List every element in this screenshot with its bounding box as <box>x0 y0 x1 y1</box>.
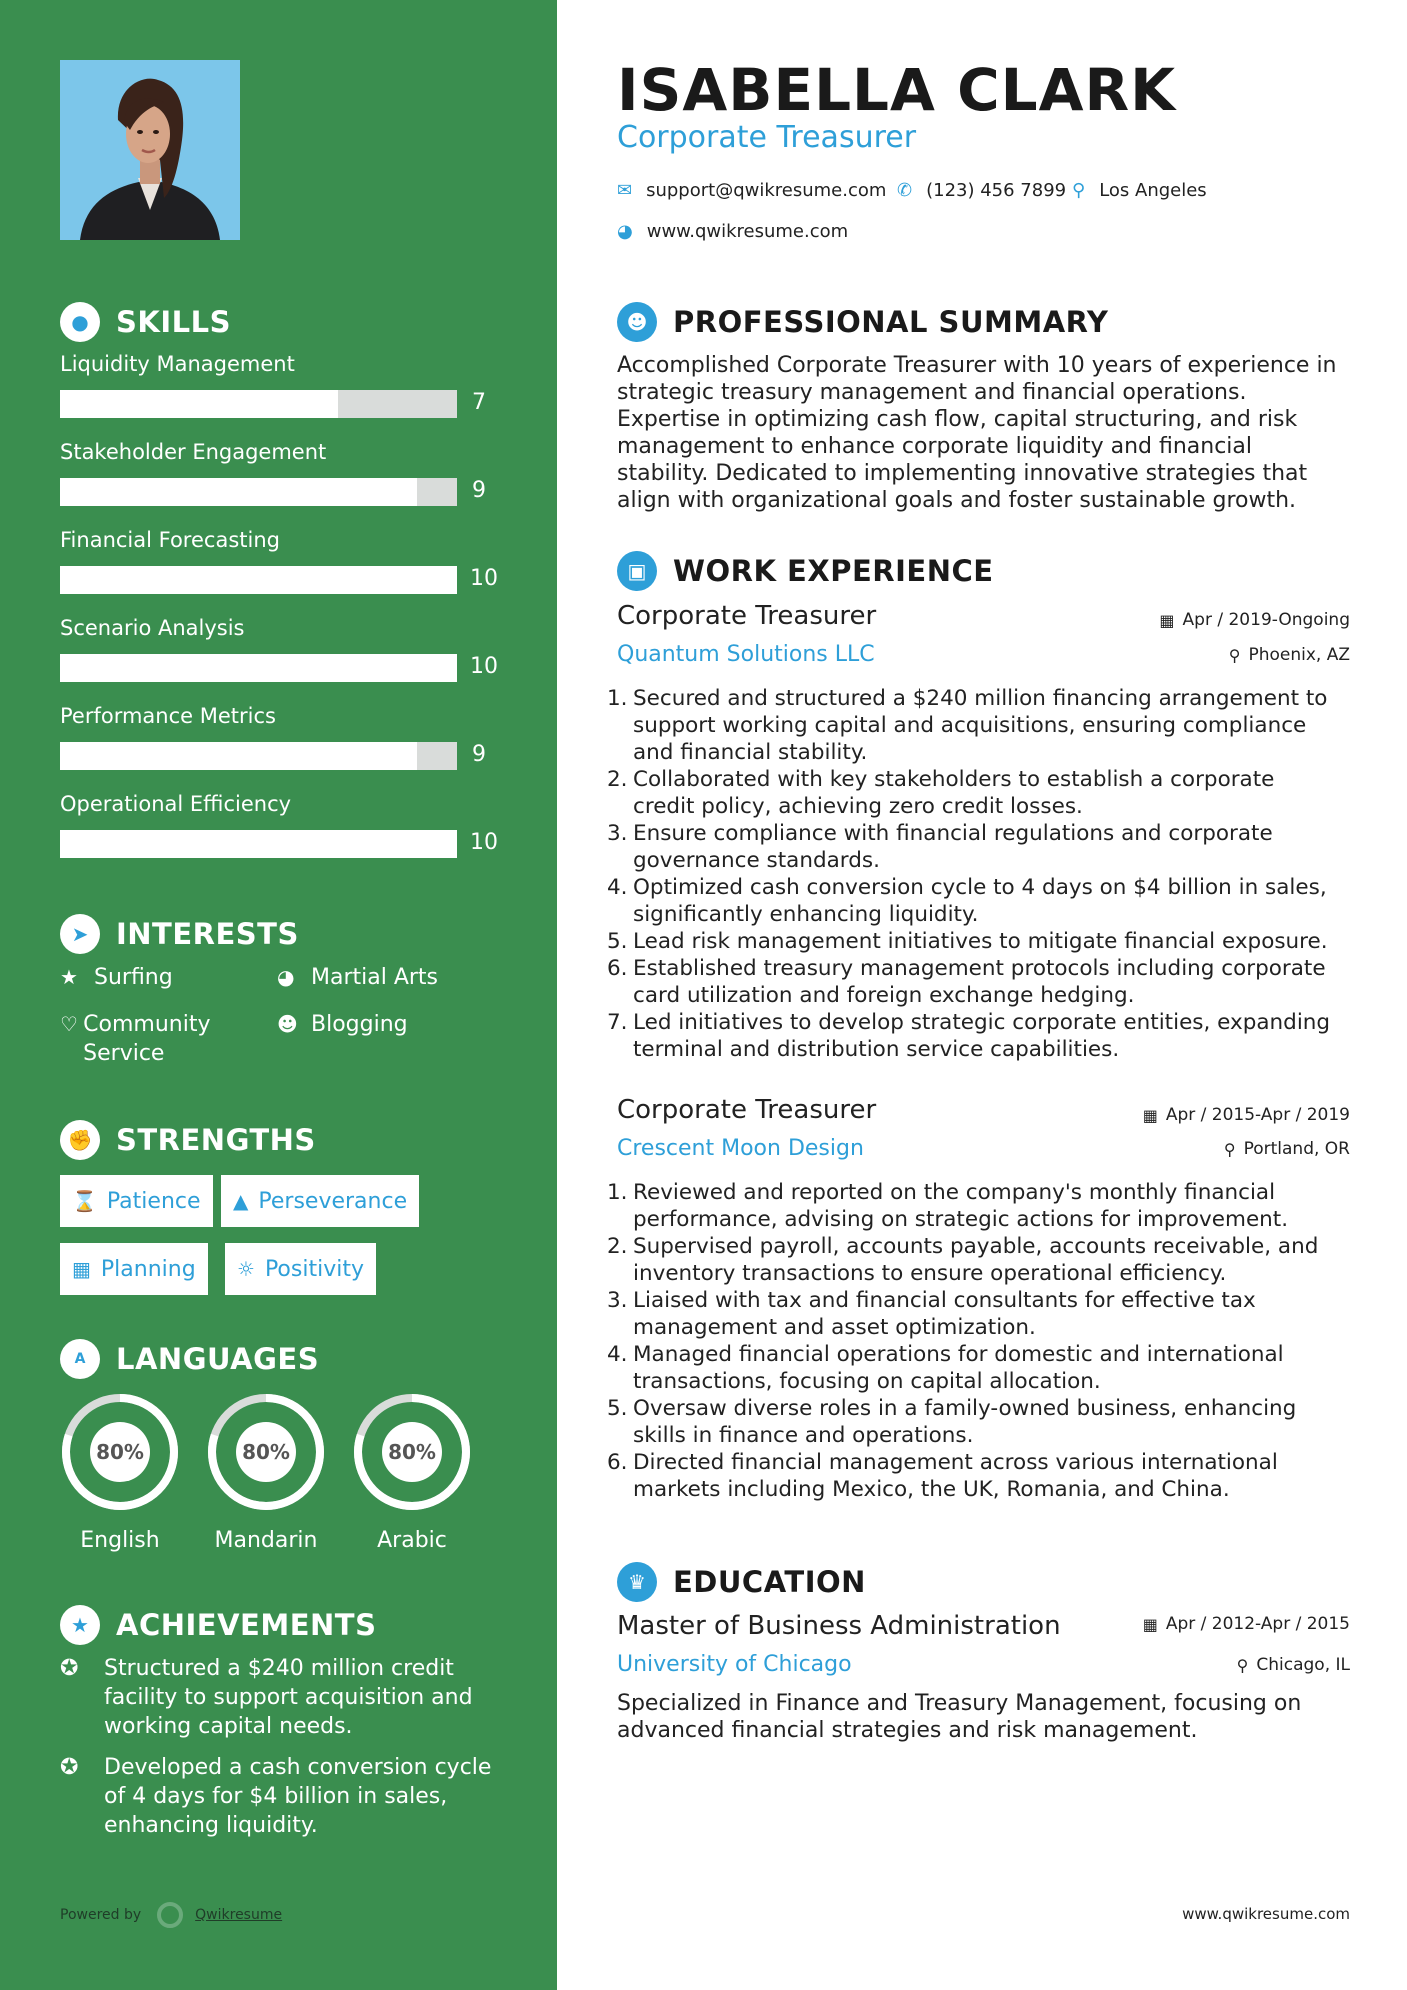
bullet-text: Established treasury management protocols including corporate card utilization and foreign exchange hedging. <box>633 956 1326 1008</box>
strength-tag <box>60 1175 213 1227</box>
profile-photo <box>60 60 240 240</box>
education-heading <box>617 1562 866 1602</box>
footer-url[interactable]: www.qwikresume.com <box>1182 1905 1350 1923</box>
strength-label: Positivity <box>264 1256 364 1282</box>
bullet-number: 5. <box>607 929 628 954</box>
interests-title: INTERESTS <box>116 917 299 951</box>
phone-text[interactable]: (123) 456 7899 <box>926 180 1067 201</box>
job-bullet <box>607 1449 1340 1503</box>
star-hand-icon: ✪ <box>60 1656 79 1681</box>
job-location <box>1229 645 1350 665</box>
pin-icon: ⚲ <box>1236 1655 1249 1675</box>
job-bullet <box>607 1009 1340 1063</box>
language-name: Mandarin <box>214 1528 318 1553</box>
website-contact <box>617 221 848 242</box>
sidebar <box>0 0 557 1990</box>
location-contact <box>1072 180 1207 201</box>
job-company: Quantum Solutions LLC <box>617 642 875 667</box>
education-title: EDUCATION <box>673 1565 866 1599</box>
bullet-number: 1. <box>607 686 628 711</box>
language-item <box>350 1390 474 1553</box>
language-percent: 80% <box>242 1440 290 1464</box>
calendar-icon: ▦ <box>1159 610 1175 630</box>
bullet-text: Liaised with tax and financial consultants for effective tax management and asset optimization. <box>633 1288 1256 1340</box>
envelope-icon: ✉ <box>617 180 633 201</box>
experience-title: WORK EXPERIENCE <box>673 554 994 588</box>
road-icon: ▲ <box>233 1189 249 1213</box>
strength-tag <box>60 1243 208 1295</box>
hourglass-icon: ⌛ <box>72 1189 97 1213</box>
email-contact <box>617 180 886 201</box>
bullet-text: Oversaw diverse roles in a family-owned business, enhancing skills in finance and operations. <box>633 1396 1297 1448</box>
bullet-number: 2. <box>607 767 628 792</box>
achievement-text: Structured a $240 million credit facility to support acquisition and working capital needs. <box>104 1656 473 1739</box>
pin-icon: ⚲ <box>1223 1139 1236 1159</box>
interest-label: Martial Arts <box>311 965 439 990</box>
skill-value: 9 <box>472 742 486 767</box>
user-icon: ☻ <box>617 302 657 342</box>
skill-value: 10 <box>470 566 498 591</box>
job-location-text: Portland, OR <box>1243 1139 1350 1159</box>
education-location-text: Chicago, IL <box>1256 1655 1350 1675</box>
degree-title: Master of Business Administration <box>617 1611 1061 1641</box>
strength-label: Planning <box>100 1256 196 1282</box>
bullet-text: Led initiatives to develop strategic corporate entities, expanding terminal and distribution service capabilities. <box>633 1010 1331 1062</box>
calendar-icon: ▦ <box>72 1257 91 1281</box>
bullet-text: Supervised payroll, accounts payable, accounts receivable, and inventory transactions to ensure operational efficiency. <box>633 1234 1319 1286</box>
calendar-icon: ▦ <box>1142 1105 1158 1125</box>
bullet-text: Ensure compliance with financial regulations and corporate governance standards. <box>633 821 1273 873</box>
candidate-name: ISABELLA CLARK <box>617 56 1177 124</box>
interests-heading <box>60 914 299 954</box>
job-bullet <box>607 1287 1340 1341</box>
skill-bar-fill <box>60 654 457 682</box>
pin-icon: ⚲ <box>1228 645 1241 665</box>
language-item <box>58 1390 182 1553</box>
language-ring <box>58 1390 182 1514</box>
summary-heading <box>617 302 1108 342</box>
calendar-icon: ▦ <box>1142 1614 1158 1634</box>
interest-label: Surfing <box>94 965 173 990</box>
strengths-title: STRENGTHS <box>116 1123 316 1157</box>
skill-name: Operational Efficiency <box>60 792 292 816</box>
job-bullet <box>607 874 1340 928</box>
bullet-number: 7. <box>607 1010 628 1035</box>
skill-name: Performance Metrics <box>60 704 276 728</box>
summary-title: PROFESSIONAL SUMMARY <box>673 305 1109 339</box>
candidate-title: Corporate Treasurer <box>617 120 917 155</box>
skill-bar <box>60 390 457 418</box>
language-icon: A <box>60 1339 100 1379</box>
education-location <box>1237 1655 1350 1675</box>
bullet-text: Reviewed and reported on the company's monthly financial performance, advising on strategic actions for improvement. <box>633 1180 1289 1232</box>
globe-icon: ◕ <box>617 221 633 242</box>
job-bullet <box>607 955 1340 1009</box>
education-description: Specialized in Finance and Treasury Management, focusing on advanced financial strategies and risk management. <box>617 1691 1302 1743</box>
globe-icon: ◕ <box>277 965 295 989</box>
brand-link[interactable]: Qwikresume <box>195 1907 283 1923</box>
lightbulb-icon: ● <box>60 302 100 342</box>
skill-value: 10 <box>470 830 498 855</box>
job-dates <box>1143 1105 1350 1125</box>
achievements-heading <box>60 1605 376 1645</box>
language-item <box>204 1390 328 1553</box>
star-hand-icon: ✪ <box>60 1755 79 1780</box>
fist-icon: ✊ <box>60 1120 100 1160</box>
job-bullets <box>607 1179 1340 1503</box>
skill-bar-fill <box>60 830 457 858</box>
bullet-number: 4. <box>607 875 628 900</box>
bullet-text: Collaborated with key stakeholders to establish a corporate credit policy, achieving zero credit losses. <box>633 767 1275 819</box>
interest-item <box>60 1010 230 1068</box>
languages-title: LANGUAGES <box>116 1342 320 1376</box>
job-location <box>1224 1139 1350 1159</box>
skill-bar <box>60 830 457 858</box>
skill-bar <box>60 654 457 682</box>
languages-heading <box>60 1339 319 1379</box>
job-bullet <box>607 1233 1340 1287</box>
skill-bar-fill <box>60 566 457 594</box>
skill-bar-fill <box>60 390 338 418</box>
skills-title: SKILLS <box>116 305 231 339</box>
bullet-number: 2. <box>607 1234 628 1259</box>
qwikresume-logo-icon <box>157 1902 183 1928</box>
skill-name: Scenario Analysis <box>60 616 245 640</box>
language-name: English <box>80 1528 160 1553</box>
job-bullet <box>607 820 1340 874</box>
star-icon: ★ <box>60 965 78 989</box>
skill-value: 10 <box>470 654 498 679</box>
bullet-text: Directed financial management across various international markets including Mexico, the UK, Romania, and China. <box>633 1450 1278 1502</box>
skill-value: 7 <box>472 390 486 415</box>
job-bullet <box>607 1395 1340 1449</box>
job-bullet <box>607 1179 1340 1233</box>
achievements-title: ACHIEVEMENTS <box>116 1608 377 1642</box>
language-ring <box>204 1390 328 1514</box>
skill-bar <box>60 566 457 594</box>
briefcase-icon: ▣ <box>617 551 657 591</box>
language-name: Arabic <box>377 1528 447 1553</box>
trophy-icon: ★ <box>60 1605 100 1645</box>
job-company: Crescent Moon Design <box>617 1136 864 1161</box>
paper-plane-icon: ➤ <box>60 914 100 954</box>
interest-label: Blogging <box>311 1012 408 1037</box>
achievement-text: Developed a cash conversion cycle of 4 days for $4 billion in sales, enhancing liquidity. <box>104 1755 492 1838</box>
achievement-item <box>60 1753 500 1840</box>
strength-label: Patience <box>106 1188 201 1214</box>
website-text[interactable]: www.qwikresume.com <box>646 221 849 242</box>
bullet-text: Secured and structured a $240 million financing arrangement to support working capital and acquisitions, ensuring compliance and financial stability. <box>633 686 1328 765</box>
interest-item <box>277 1010 408 1039</box>
powered-by <box>60 1902 282 1928</box>
bullet-number: 4. <box>607 1342 628 1367</box>
phone-contact <box>897 180 1066 201</box>
language-percent: 80% <box>96 1440 144 1464</box>
portrait-image <box>60 60 240 240</box>
skill-bar <box>60 478 457 506</box>
interest-item <box>60 963 173 992</box>
hand-icon: ♡ <box>60 1012 78 1036</box>
bullet-number: 3. <box>607 1288 628 1313</box>
skill-bar-fill <box>60 742 417 770</box>
school-name: University of Chicago <box>617 1652 852 1677</box>
strength-label: Perseverance <box>258 1188 408 1214</box>
bullet-number: 6. <box>607 956 628 981</box>
location-text: Los Angeles <box>1099 180 1207 201</box>
graduation-cap-icon: ♛ <box>617 1562 657 1602</box>
summary-text: Accomplished Corporate Treasurer with 10 years of experience in strategic treasury management and financial operations. Expertise in optimizing cash flow, capital structuring, and risk management to enhance corporate liquidity and financial stability. Dedicated to implementing innovative strategies that align with organizational goals and foster sustainable growth. <box>617 353 1337 513</box>
strengths-heading <box>60 1120 316 1160</box>
bullet-number: 5. <box>607 1396 628 1421</box>
job-title: Corporate Treasurer <box>617 1095 877 1125</box>
job-dates-text: Apr / 2019-Ongoing <box>1182 610 1350 630</box>
job-bullets <box>607 685 1340 1063</box>
bullet-text: Lead risk management initiatives to mitigate financial exposure. <box>633 929 1328 954</box>
strength-tag <box>225 1243 376 1295</box>
skill-value: 9 <box>472 478 486 503</box>
job-bullet <box>607 928 1340 955</box>
skill-name: Stakeholder Engagement <box>60 440 327 464</box>
skills-heading <box>60 302 231 342</box>
sun-icon: ☼ <box>237 1257 255 1281</box>
interest-item <box>277 963 438 992</box>
phone-icon: ✆ <box>897 180 913 201</box>
interest-label: Community Service <box>83 1012 211 1066</box>
powered-by-label: Powered by <box>60 1907 142 1923</box>
strength-tag <box>221 1175 419 1227</box>
skill-bar-fill <box>60 478 417 506</box>
job-title: Corporate Treasurer <box>617 601 877 631</box>
skill-name: Liquidity Management <box>60 352 295 376</box>
bullet-number: 1. <box>607 1180 628 1205</box>
bullet-text: Optimized cash conversion cycle to 4 days on $4 billion in sales, significantly enhancing liquidity. <box>633 875 1327 927</box>
map-pin-icon: ⚲ <box>1072 180 1086 201</box>
job-dates-text: Apr / 2015-Apr / 2019 <box>1165 1105 1350 1125</box>
language-percent: 80% <box>388 1440 436 1464</box>
achievement-item <box>60 1654 500 1741</box>
job-bullet <box>607 1341 1340 1395</box>
job-bullet <box>607 766 1340 820</box>
job-bullet <box>607 685 1340 766</box>
email-text[interactable]: support@qwikresume.com <box>646 180 887 201</box>
users-icon: ☻ <box>277 1012 298 1036</box>
skill-bar <box>60 742 457 770</box>
skill-name: Financial Forecasting <box>60 528 280 552</box>
education-dates-text: Apr / 2012-Apr / 2015 <box>1165 1614 1350 1634</box>
education-dates <box>1143 1614 1350 1634</box>
job-dates <box>1159 610 1350 630</box>
language-ring <box>350 1390 474 1514</box>
bullet-number: 3. <box>607 821 628 846</box>
experience-heading <box>617 551 994 591</box>
bullet-text: Managed financial operations for domestic and international transactions, focusing on capital allocation. <box>633 1342 1284 1394</box>
job-location-text: Phoenix, AZ <box>1248 645 1350 665</box>
bullet-number: 6. <box>607 1450 628 1475</box>
